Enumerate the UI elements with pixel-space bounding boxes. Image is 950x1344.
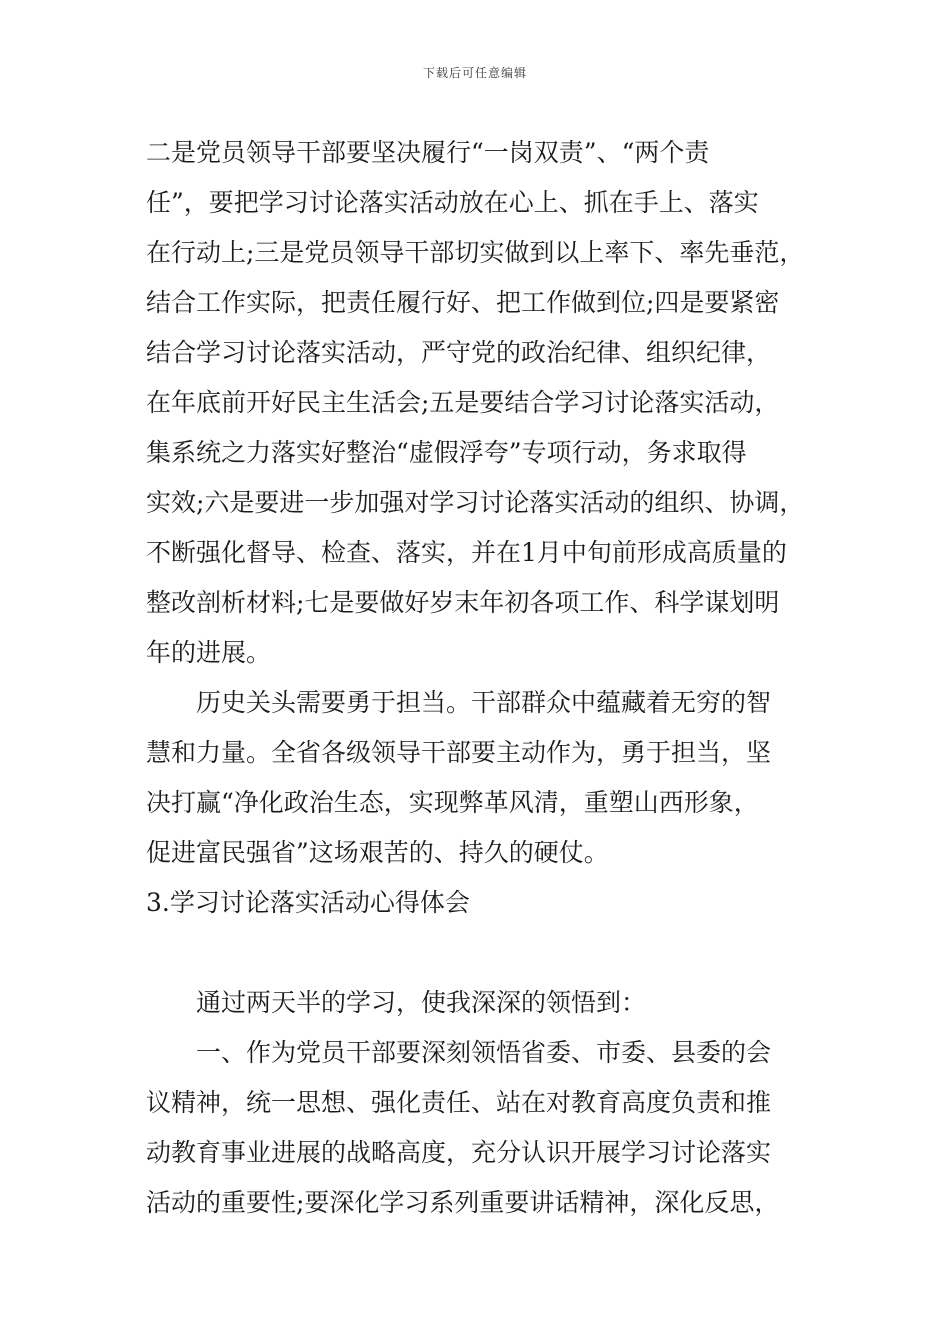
text-line: 决打赢“净化政治生态，实现弊革风清，重塑山西形象， — [146, 788, 759, 817]
text-line: 动教育事业进展的战略高度，充分认识开展学习讨论落实 — [146, 1138, 772, 1167]
text-line: 促进富民强省”这场艰苦的、持久的硬仗。 — [146, 838, 609, 867]
text-line: 在年底前开好民主生活会;五是要结合学习讨论落实活动， — [146, 388, 780, 417]
paragraph-first-line: 通过两天半的学习，使我深深的领悟到： — [196, 988, 647, 1017]
text-line: 结合学习讨论落实活动，严守党的政治纪律、组织纪律， — [146, 338, 772, 367]
text-line: 慧和力量。全省各级领导干部要主动作为，勇于担当，坚 — [146, 738, 772, 767]
page-header-note: 下载后可任意编辑 — [422, 66, 527, 80]
text-line: 实效;六是要进一步加强对学习讨论落实活动的组织、协调， — [146, 488, 805, 517]
text-line: 整改剖析材料;七是要做好岁末年初各项工作、科学谋划明 — [146, 588, 780, 617]
document-body — [146, 128, 826, 1228]
text-line: 活动的重要性;要深化学习系列重要讲话精神，深化反思， — [146, 1188, 780, 1217]
text-line: 集系统之力落实好整治“虚假浮夸”专项行动，务求取得 — [146, 438, 747, 467]
paragraph-first-line: 一、作为党员干部要深刻领悟省委、市委、县委的会 — [196, 1038, 772, 1067]
section-heading: 3.学习讨论落实活动心得体会 — [146, 888, 470, 917]
text-line: 在行动上;三是党员领导干部切实做到以上率下、率先垂范， — [146, 238, 805, 267]
blank-line — [146, 928, 826, 978]
text-line: 任”，要把学习讨论落实活动放在心上、抓在手上、落实 — [146, 188, 759, 217]
text-line: 二是党员领导干部要坚决履行“一岗双责”、“两个责 — [146, 138, 710, 167]
text-line: 不断强化督导、检查、落实，并在1月中旬前形成高质量的 — [146, 538, 787, 567]
text-line: 议精神，统一思想、强化责任、站在对教育高度负责和推 — [146, 1088, 772, 1117]
text-line: 结合工作实际，把责任履行好、把工作做到位;四是要紧密 — [146, 288, 780, 317]
text-line: 年的进展。 — [146, 638, 272, 667]
paragraph-first-line: 历史关头需要勇于担当。干部群众中蕴藏着无穷的智 — [196, 688, 772, 717]
